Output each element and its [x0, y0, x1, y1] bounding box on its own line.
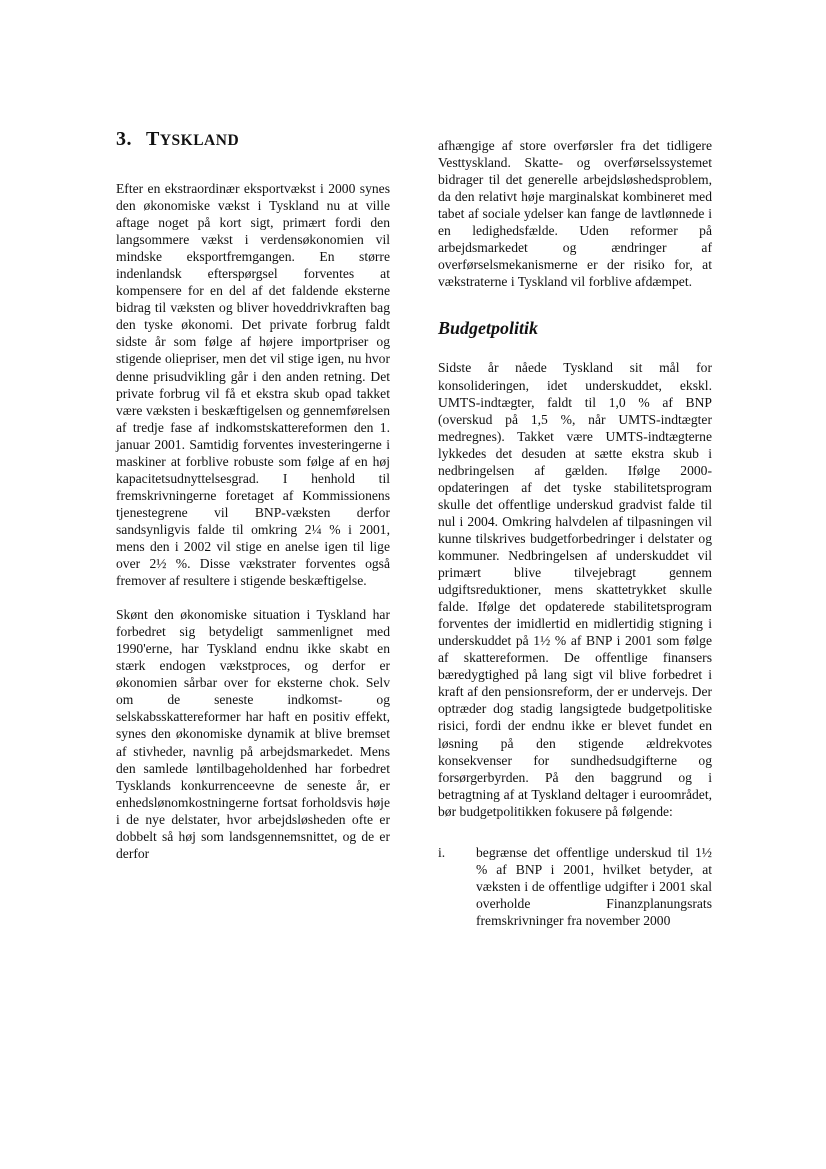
- paragraph-budget-policy: Sidste år nåede Tyskland sit mål for konsolideringen, idet underskuddet, ekskl. UMTS-indtægter, faldt til 1,0 % af BNP (overskud på 1,5 %, når UMTS-indtægter medregnes). Takket være UMTS-indtægterne lykkedes det desuden at sætte ekstra skub i nedbringelsen af gælden. Ifølge 2000-opdateringen af det tyske stabilitetsprogram skulle det offentlige underskud gradvist falde til nul i 2004. Omkring halvdelen af tilpasningen vil kunne tilskrives budgetforbedringer i delstater og kommuner. Nedbringelsen af underskuddet vil primært blive tilvejebragt gennem udgiftsreduktioner, mens skattetrykket skulle falde. Ifølge det opdaterede stabilitetsprogram forventes der imidlertid en midlertidig stigning i underskuddet på 1½ % af BNP i 2001 som følge af skattereformen. De offentlige finansers bæredygtighed på lang sigt vil blive forbedret i kraft af den pensionsreform, der er undervejs. Der optræder dog stadig langsigtede budgetpolitiske risici, fordi der endnu ikke er blevet fundet en løsning på den stigende ældrekvotes konsekvenser for sundhedsudgifterne og forsørgerbyrden. På den baggrund og i betragtning af at Tyskland deltager i euroområdet, bør budgetpolitikken fokusere på følgende:: [438, 360, 712, 819]
- list-item: [438, 844, 712, 929]
- list-marker: i.: [438, 844, 446, 860]
- paragraph-economic-outlook: Efter en ekstraordinær eksportvækst i 2000 synes den økonomiske vækst i Tyskland nu at ville aftage noget på kort sigt, primært fordi den langsommere vækst i verdensøkonomien vil mindske eksportfremgangen. En større indenlandsk efterspørgsel forventes at kompensere for en del af det faldende eksterne bidrag til væksten og bliver hoveddrivkraften bag den tyske økonomi. Det private forbrug faldt sidste år som følge af højere importpriser og stigende oliepriser, men det vil stige igen, nu hvor denne prisudvikling går i den anden retning. Det private forbrug vil få et ekstra skub opad takket være væksten i beskæftigelsen og gennemførelsen af tredje fase af indkomstskattereformen den 1. januar 2001. Samtidig forventes investeringerne i maskiner at forblive robuste som følge af en høj kapacitetsudnyttelsesgrad. I henhold til fremskrivningerne foretaget af Kommissionens tjenestegrene vil BNP-væksten derfor sandsynligvis falde til omkring 2¼ % i 2001, mens den i 2002 vil stige en anelse igen til lige over 2½ %. Disse vækstrater forventes også fremover af resultere i stigende beskæftigelse.: [116, 181, 390, 589]
- chapter-number: 3.: [116, 128, 132, 150]
- paragraph-continuation: afhængige af store overførsler fra det tidligere Vesttyskland. Skatte- og overførselssystemet bidrager til det generelle arbejdsløshedsproblem, da den relativt høje marginalskat kombineret med tabet af sociale ydelser kan fange de lavtlønnede i en ledighedsfælde. Uden reformer på arbejdsmarkedet og ændringer af overførselsmekanismerne er der risiko for, at vækstraterne i Tyskland vil forblive afdæmpet.: [438, 138, 712, 290]
- right-column: [438, 137, 712, 929]
- chapter-title-initial: T: [146, 128, 160, 150]
- paragraph-structural-issues: Skønt den økonomiske situation i Tyskland har forbedret sig betydeligt sammenlignet med 1990'erne, har Tyskland endnu ikke skabt en stærk endogen vækstproces, og derfor er økonomien sårbar over for eksterne chok. Selv om de seneste indkomst- og selskabsskattereformer har haft en positiv effekt, synes den økonomiske dynamik at blive bremset af stivheder, navnlig på arbejdsmarkedet. Mens den samlede løntilbageholdenhed har forbedret Tysklands konkurrenceevne de seneste år, er enhedslønomkostningerne fortsat forholdsvis høje i de nye delstater, hvor arbejdsløsheden ofte er dobbelt så høj som landsgennemsnittet, og de er derfor: [116, 607, 390, 861]
- list-item-text: begrænse det offentlige underskud til 1½ % af BNP i 2001, hvilket betyder, at væksten i de offentlige udgifter i 2001 skal overholde Finanzplanungsrats fremskrivninger fra november 2000: [476, 844, 712, 928]
- chapter-title-rest: YSKLAND: [159, 132, 240, 149]
- chapter-heading: [116, 128, 239, 151]
- left-column: [116, 180, 390, 862]
- section-heading-budgetpolitik: Budgetpolitik: [438, 318, 539, 339]
